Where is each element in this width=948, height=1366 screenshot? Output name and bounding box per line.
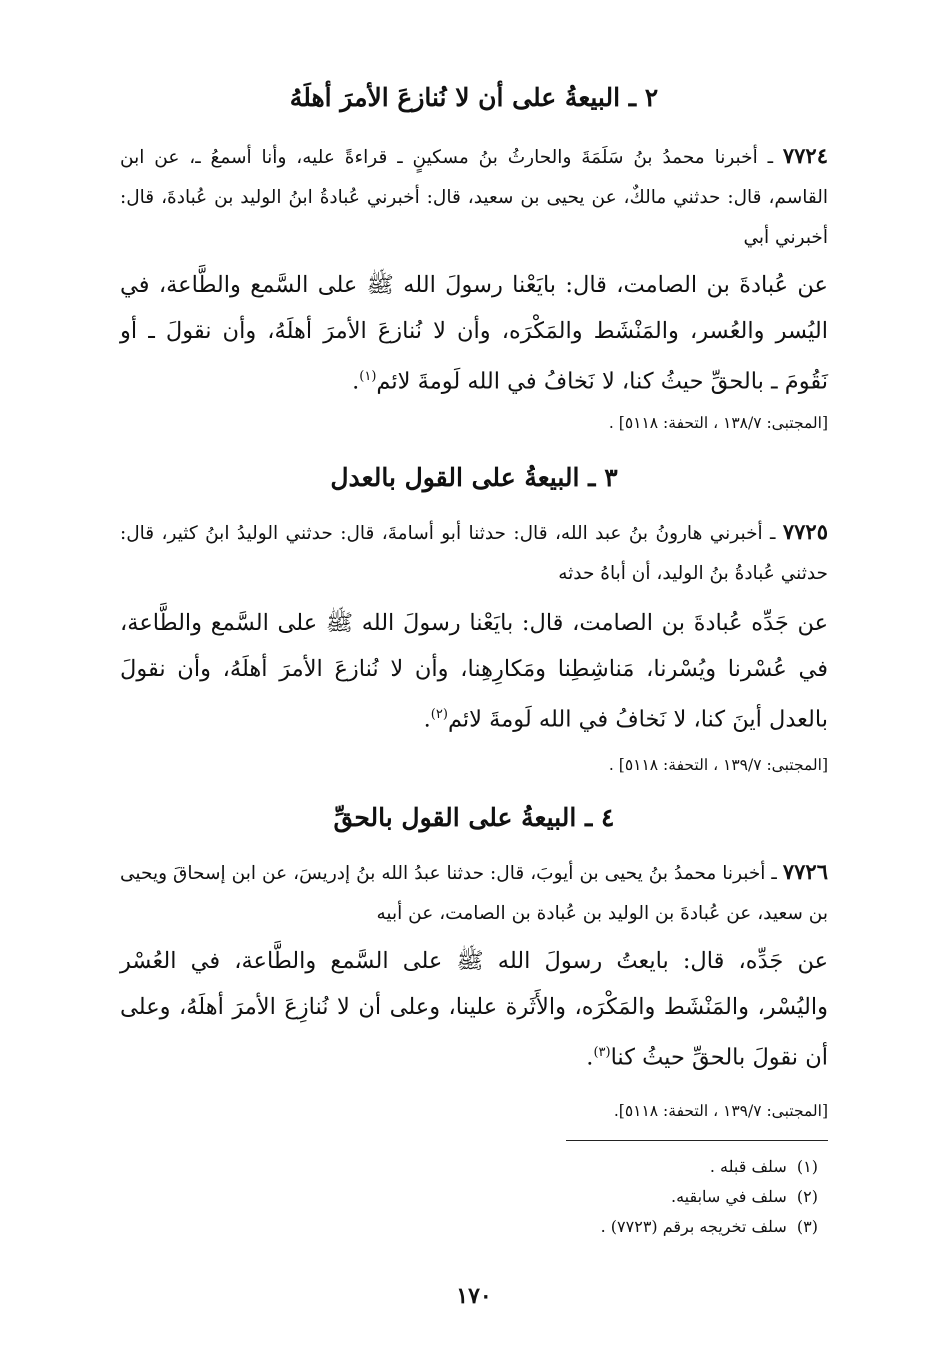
hadith-number: ٧٧٢٤ xyxy=(782,143,828,168)
hadith-number: ٧٧٢٥ xyxy=(782,519,828,544)
hadith-isnad-7725 xyxy=(120,512,828,594)
matn-text: عن عُبادةَ بن الصامت، قال: بايَعْنا رسولَ الله ﷺ على السَّمع والطَّاعة، في اليُسر والعُسر، والمَنْشَط والمَكْرَه، وأن لا نُنازعَ الأمرَ أهلَهُ، وأن نقولَ ـ أو نَقُومَ ـ بالحقِّ حيثُ كنا، لا نَخافُ في الله لَومةَ لائم xyxy=(120,272,828,395)
isnad-text: ـ أخبرنا محمدُ بنُ سَلَمَةَ والحارثُ بنُ مسكينٍ ـ قراءةً عليه، وأنا أسمعُ ـ، عن ابن القاسم، قال: حدثني مالكٌ، عن يحيى بن سعيد، قال: أخبرني عُبادةُ ابنُ الوليد بن عُبادةَ، قال: أخبرني أبي xyxy=(120,147,828,248)
footnote-number: (٢) xyxy=(796,1187,818,1206)
chapter-heading-4: ٤ ـ البيعةُ على القول بالحقِّ xyxy=(333,803,615,832)
footnote-number: (١) xyxy=(796,1157,818,1176)
footnote-ref: (٣) xyxy=(593,1045,611,1060)
matn-text: عن جَدِّه عُبادةَ بن الصامت، قال: بايَعْنا رسولَ الله ﷺ على السَّمع والطَّاعة، في عُسْرنا ويُسْرنا، مَناشِطِنا ومَكارِهِنا، وأن لا نُنازعَ الأمرَ أهلَهُ، وأن نقولَ بالعدل أينَ كنا، لا نَخافُ في الله لَومةَ لائم xyxy=(120,610,828,733)
citation-7726: [المجتبى: ١٣٩/٧ ، التحفة: ٥١١٨]. xyxy=(613,1102,828,1120)
citation-7724: [المجتبى: ١٣٨/٧ ، التحفة: ٥١١٨] . xyxy=(608,414,828,432)
hadith-isnad-7726 xyxy=(120,852,828,934)
hadith-matn-7725: عن جَدِّه عُبادةَ بن الصامت، قال: بايَعْنا رسولَ الله ﷺ على السَّمع والطَّاعة، في عُسْرنا ويُسْرنا، مَناشِطِنا ومَكارِهِنا، وأن لا نُنازعَ الأمرَ أهلَهُ، وأن نقولَ بالعدل أينَ كنا، لا نَخافُ في الله لَومةَ لائم$^{(٢)}$. xyxy=(120,610,828,733)
footnotes xyxy=(418,1152,818,1242)
footnote-2 xyxy=(418,1182,818,1212)
footnote-ref: (١) xyxy=(359,369,377,384)
footnote-text: سلف تخريجه برقم (٧٧٢٣) . xyxy=(600,1217,787,1236)
footnote-number: (٣) xyxy=(796,1217,818,1236)
footnote-ref: (٢) xyxy=(430,707,448,722)
footnote-3 xyxy=(418,1212,818,1242)
page-number: ١٧٠ xyxy=(456,1283,492,1309)
hadith-number: ٧٧٢٦ xyxy=(782,859,828,884)
hadith-isnad-7724 xyxy=(120,136,828,258)
chapter-heading-2: ٢ ـ البيعةُ على أن لا نُنازعَ الأمرَ أهلَهُ xyxy=(289,83,659,112)
footnote-1 xyxy=(418,1152,818,1182)
footnote-text: سلف قبله . xyxy=(709,1157,787,1176)
chapter-heading-3: ٣ ـ البيعةُ على القول بالعدل xyxy=(330,463,618,492)
hadith-matn-7726: عن جَدِّه، قال: بايعتُ رسولَ الله ﷺ على السَّمع والطَّاعة، في العُسْر واليُسْر، والمَنْشَط والمَكْرَه، والأَثَرة علينا، وعلى أن لا نُنازِعَ الأمرَ أهلَهُ، وعلى أن نقولَ بالحقِّ حيثُ كنا$^{(٣)}$. xyxy=(120,948,828,1071)
isnad-text: ـ أخبرنا محمدُ بنُ يحيى بن أيوبَ، قال: حدثنا عبدُ الله بنُ إدريسَ، عن ابن إسحاقَ ويحيى بن سعيد، عن عُبادةَ بن الوليد بن عُبادة بن الصامت، عن أبيه xyxy=(120,863,828,924)
isnad-text: ـ أخبرني هارونُ بنُ عبد الله، قال: حدثنا أبو أسامةَ، قال: حدثني الوليدُ ابنُ كثير، قال: حدثني عُبادةُ بنُ الوليد، أن أباهُ حدثه xyxy=(120,523,828,584)
footnote-text: سلف في سابقيه. xyxy=(670,1187,787,1206)
matn-text: عن جَدِّه، قال: بايعتُ رسولَ الله ﷺ على السَّمع والطَّاعة، في العُسْر واليُسْر، والمَنْشَط والمَكْرَه، والأَثَرة علينا، وعلى أن لا نُنازِعَ الأمرَ أهلَهُ، وعلى أن نقولَ بالحقِّ حيثُ كنا xyxy=(120,948,828,1071)
footnote-divider xyxy=(566,1140,828,1141)
citation-7725: [المجتبى: ١٣٩/٧ ، التحفة: ٥١١٨] . xyxy=(608,756,828,774)
hadith-matn-7724: عن عُبادةَ بن الصامت، قال: بايَعْنا رسولَ الله ﷺ على السَّمع والطَّاعة، في اليُسر والعُسر، والمَنْشَط والمَكْرَه، وأن لا نُنازعَ الأمرَ أهلَهُ، وأن نقولَ ـ أو نَقُومَ ـ بالحقِّ حيثُ كنا، لا نَخافُ في الله لَومةَ لائم$^{(١)}$. xyxy=(120,272,828,395)
